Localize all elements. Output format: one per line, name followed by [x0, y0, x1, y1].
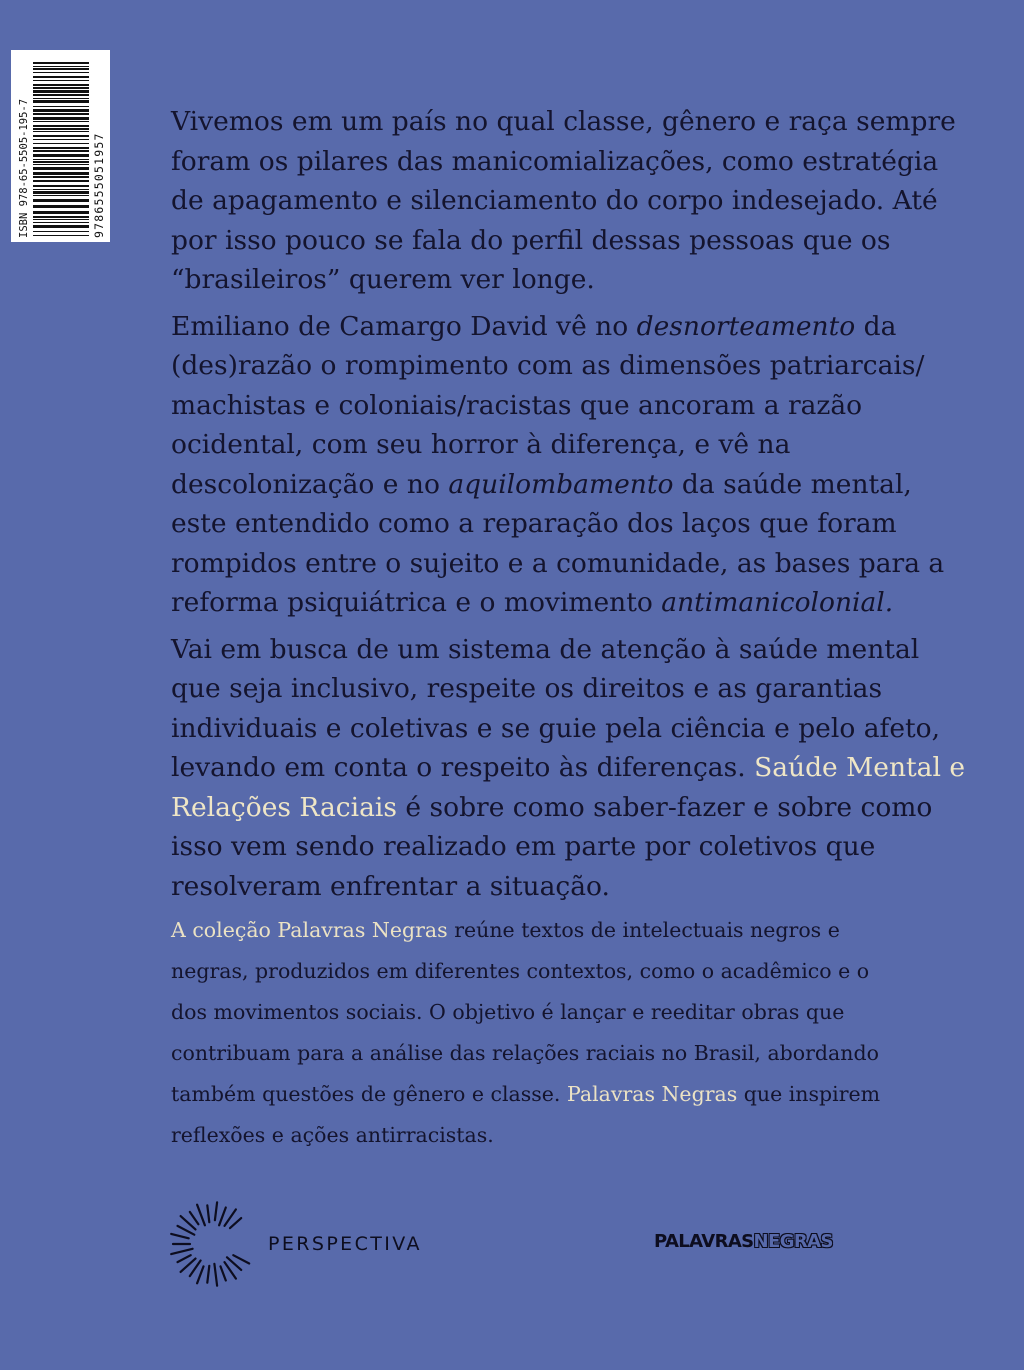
blurb-paragraph-3 — [171, 630, 971, 907]
collection-paragraph — [171, 910, 891, 1156]
isbn-barcode — [11, 50, 110, 242]
blurb-emphasis: desnorteamento — [636, 310, 856, 342]
collection-name: Palavras Negras — [566, 1082, 738, 1106]
collection-name: Palavras Negras — [277, 918, 448, 942]
blurb-text: Vivemos em um país no qual classe, gênero e raça sempre foram os pilares das manicomializações, como estratégia de apagamento e silenciamento do corpo indesejado. Até por isso pouco se fala do perfil dessas pessoas que os “brasileiros” querem ver longe. — [171, 106, 956, 295]
palavras-negras-logo — [654, 1231, 833, 1252]
back-cover-blurb — [171, 102, 971, 913]
blurb-text: da saúde mental, este entendido como a reparação dos laços que foram rompidos entre o sujeito e a comunidade, as bases para a reforma psiquiátrica e o movimento — [171, 468, 945, 618]
blurb-text: Vai em busca de um sistema de atenção à saúde mental que seja inclusivo, respeite os direitos e as garantias individuais e coletivas e se guie pela ciência e pelo afeto, levando em conta o respeito às diferenças. — [171, 633, 941, 783]
barcode-bars — [33, 62, 89, 236]
barcode-graphic — [11, 50, 110, 242]
collection-text: A coleção — [171, 918, 271, 942]
collection-description — [171, 910, 891, 1156]
barcode-digits: 9786555051957 — [92, 132, 106, 238]
isbn-label: ISBN 978-65-5505-195-7 — [18, 98, 30, 238]
collection-text: que inspirem reflexões e ações antirracistas. — [171, 1082, 881, 1147]
blurb-emphasis: aquilombamento — [448, 468, 674, 500]
book-title-highlight: Saúde Mental e Relações Raciais — [171, 752, 966, 823]
blurb-text: é sobre como saber-fazer e sobre como isso vem sendo realizado em parte por coletivos que resolveram enfrentar a situação. — [171, 791, 933, 902]
blurb-emphasis: antimanicolonial. — [661, 587, 894, 618]
series-logo-word-2: NEGRAS — [753, 1231, 833, 1252]
blurb-paragraph-1 — [171, 102, 971, 300]
publisher-logo — [166, 1198, 422, 1290]
blurb-text: da (des)razão o rompimento com as dimensões patriarcais/ machistas e coloniais/racistas que ancoram a razão ocidental, com seu horror à diferença, e vê na descolonização e no — [171, 310, 925, 500]
blurb-paragraph-2 — [171, 307, 971, 623]
publisher-name: PERSPECTIVA — [268, 1233, 422, 1255]
series-logo-word-1: PALAVRAS — [654, 1231, 754, 1252]
blurb-text: Emiliano de Camargo David vê no — [171, 310, 629, 342]
perspectiva-burst-icon — [166, 1198, 258, 1290]
collection-text: reúne textos de intelectuais negros e negras, produzidos em diferentes contextos, como o acadêmico e o dos movimentos sociais. O objetivo é lançar e reeditar obras que contribuam para a análise das relações raciais no Brasil, abordando também questões de gênero e classe. — [171, 918, 879, 1106]
